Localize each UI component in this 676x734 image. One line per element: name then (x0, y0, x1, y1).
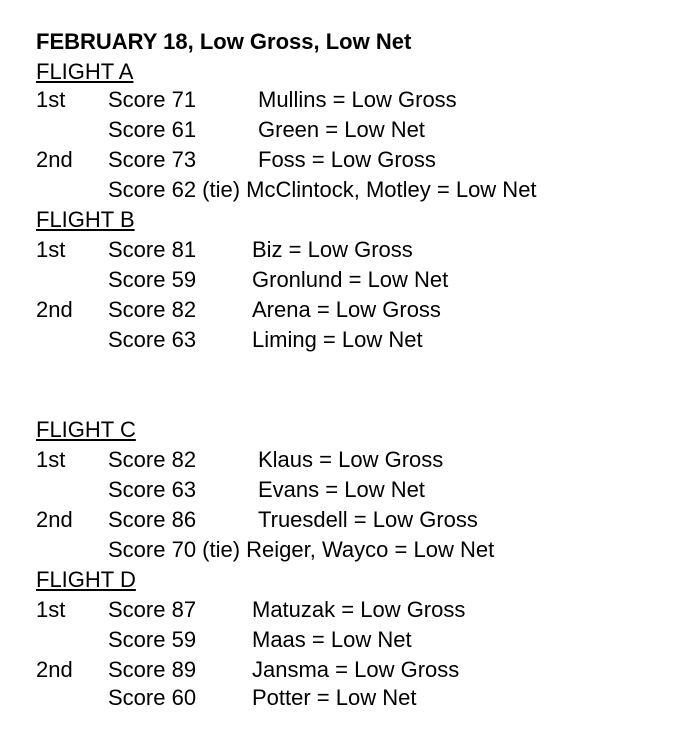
score-label: Score 62 (tie) McClintock, Motley = Low Net (108, 177, 537, 202)
score-label: Score 60 (108, 685, 197, 710)
flight-d-heading: FLIGHT D (36, 567, 136, 592)
score-label: Score 89 (108, 657, 197, 682)
score-label: Score 87 (108, 597, 197, 622)
flight-b-heading: FLIGHT B (36, 207, 135, 232)
result-label: Gronlund = Low Net (252, 267, 449, 292)
place-label: 2nd (36, 507, 73, 532)
place-label: 1st (36, 597, 66, 622)
score-label: Score 59 (108, 267, 197, 292)
score-label: Score 73 (108, 147, 197, 172)
place-label: 2nd (36, 147, 73, 172)
result-label: Truesdell = Low Gross (258, 507, 478, 532)
result-label: Foss = Low Gross (258, 147, 436, 172)
result-label: Jansma = Low Gross (252, 657, 460, 682)
result-label: Mullins = Low Gross (258, 87, 457, 112)
score-label: Score 82 (108, 297, 197, 322)
result-label: Matuzak = Low Gross (252, 597, 466, 622)
result-label: Maas = Low Net (252, 627, 412, 652)
page-title: FEBRUARY 18, Low Gross, Low Net (36, 29, 412, 54)
score-label: Score 63 (108, 477, 197, 502)
result-label: Klaus = Low Gross (258, 447, 444, 472)
flight-a-heading: FLIGHT A (36, 59, 134, 84)
result-label: Evans = Low Net (258, 477, 425, 502)
place-label: 1st (36, 447, 66, 472)
place-label: 1st (36, 87, 66, 112)
place-label: 2nd (36, 657, 73, 682)
flight-c-heading: FLIGHT C (36, 417, 136, 442)
score-label: Score 82 (108, 447, 197, 472)
score-label: Score 71 (108, 87, 197, 112)
result-label: Potter = Low Net (252, 685, 417, 710)
score-label: Score 59 (108, 627, 197, 652)
score-label: Score 81 (108, 237, 197, 262)
place-label: 1st (36, 237, 66, 262)
result-label: Biz = Low Gross (252, 237, 413, 262)
score-label: Score 63 (108, 327, 197, 352)
score-label: Score 61 (108, 117, 197, 142)
result-label: Liming = Low Net (252, 327, 423, 352)
place-label: 2nd (36, 297, 73, 322)
result-label: Green = Low Net (258, 117, 425, 142)
score-label: Score 70 (tie) Reiger, Wayco = Low Net (108, 537, 495, 562)
score-label: Score 86 (108, 507, 197, 532)
result-label: Arena = Low Gross (252, 297, 441, 322)
